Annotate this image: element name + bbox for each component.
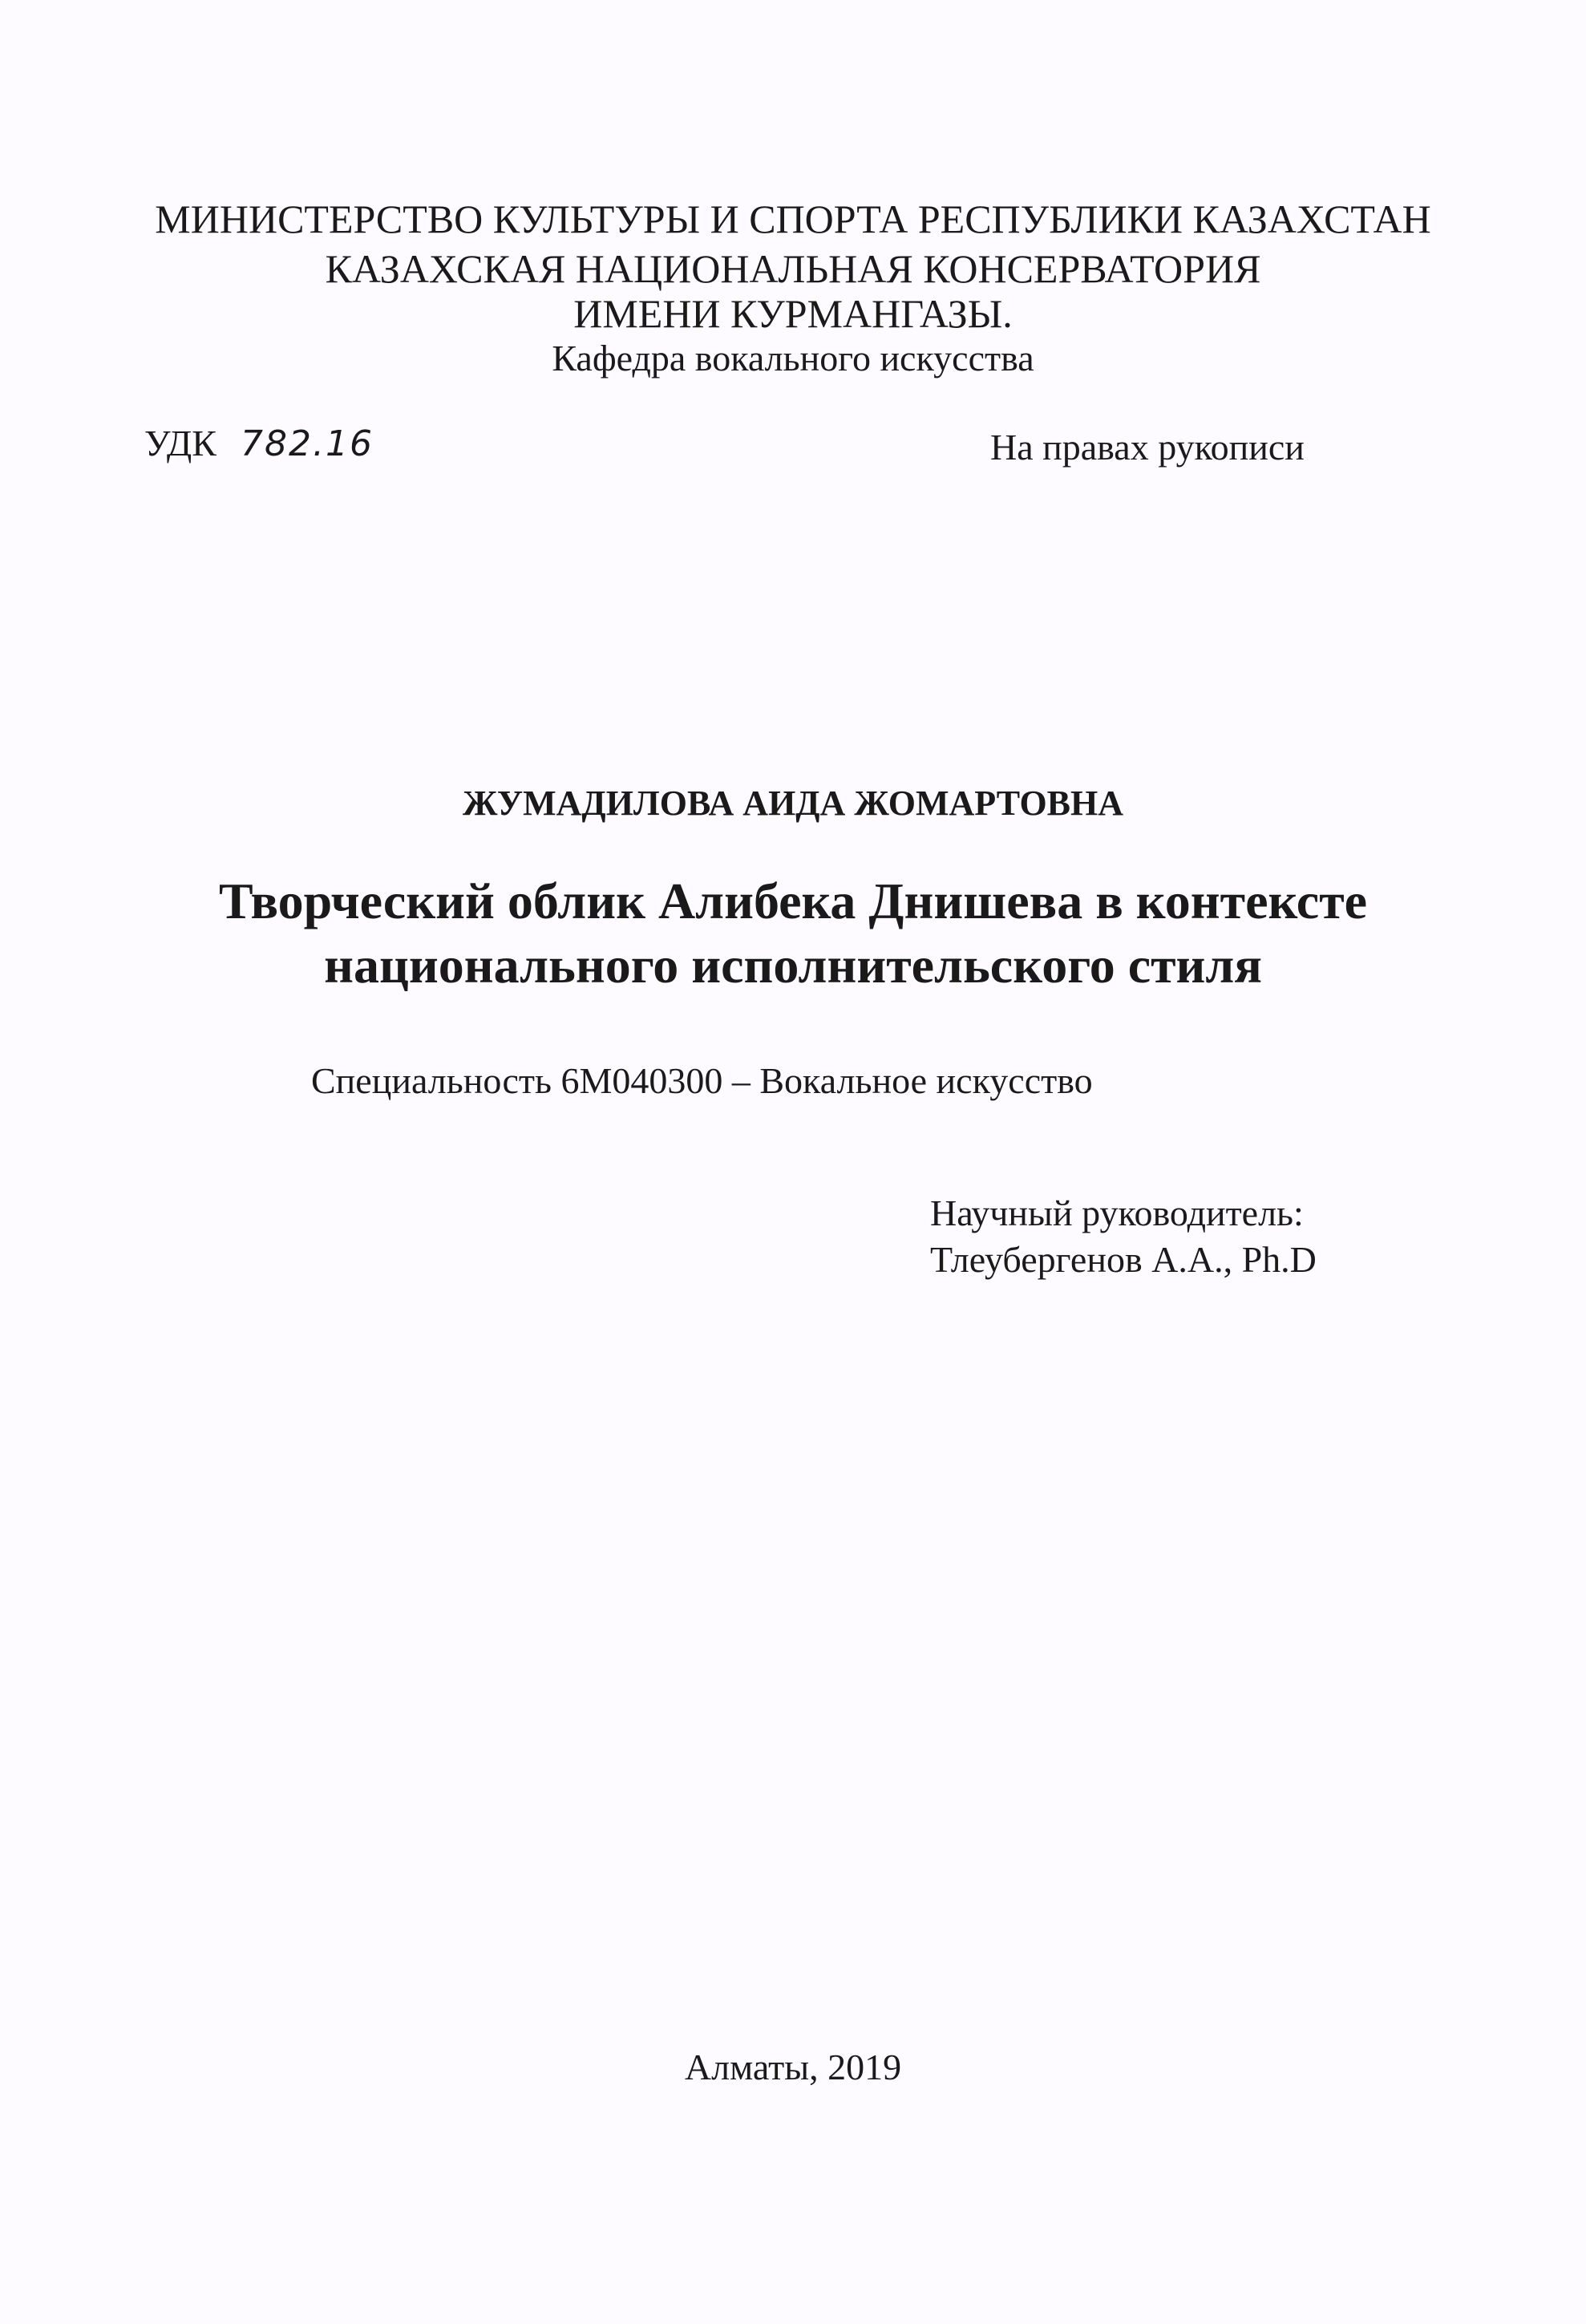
supervisor-name: Тлеубергенов А.А., Ph.D bbox=[930, 1239, 1317, 1280]
specialty-line: Специальность 6М040300 – Вокальное искусство bbox=[311, 1060, 1093, 1101]
named-after-heading: ИМЕНИ КУРМАНГАЗЫ. bbox=[573, 291, 1013, 336]
udk-label: УДК bbox=[144, 423, 216, 464]
city-year: Алматы, 2019 bbox=[684, 2047, 902, 2087]
thesis-title-line-1: Творческий облик Алибека Днишева в контексте bbox=[218, 873, 1368, 929]
department-heading: Кафедра вокального искусства bbox=[552, 338, 1034, 379]
supervisor-label: Научный руководитель: bbox=[930, 1192, 1304, 1233]
udk-row bbox=[144, 425, 374, 462]
udk-handwritten-number: 782.16 bbox=[240, 423, 374, 464]
conservatory-heading: КАЗАХСКАЯ НАЦИОНАЛЬНАЯ КОНСЕРВАТОРИЯ bbox=[325, 246, 1261, 291]
manuscript-note: На правах рукописи bbox=[990, 427, 1305, 468]
ministry-heading: МИНИСТЕРСТВО КУЛЬТУРЫ И СПОРТА РЕСПУБЛИКИ КАЗАХСТАН bbox=[155, 196, 1431, 241]
author-name: ЖУМАДИЛОВА АИДА ЖОМАРТОВНА bbox=[462, 783, 1124, 823]
thesis-title-line-2: национального исполнительского стиля bbox=[324, 937, 1262, 994]
